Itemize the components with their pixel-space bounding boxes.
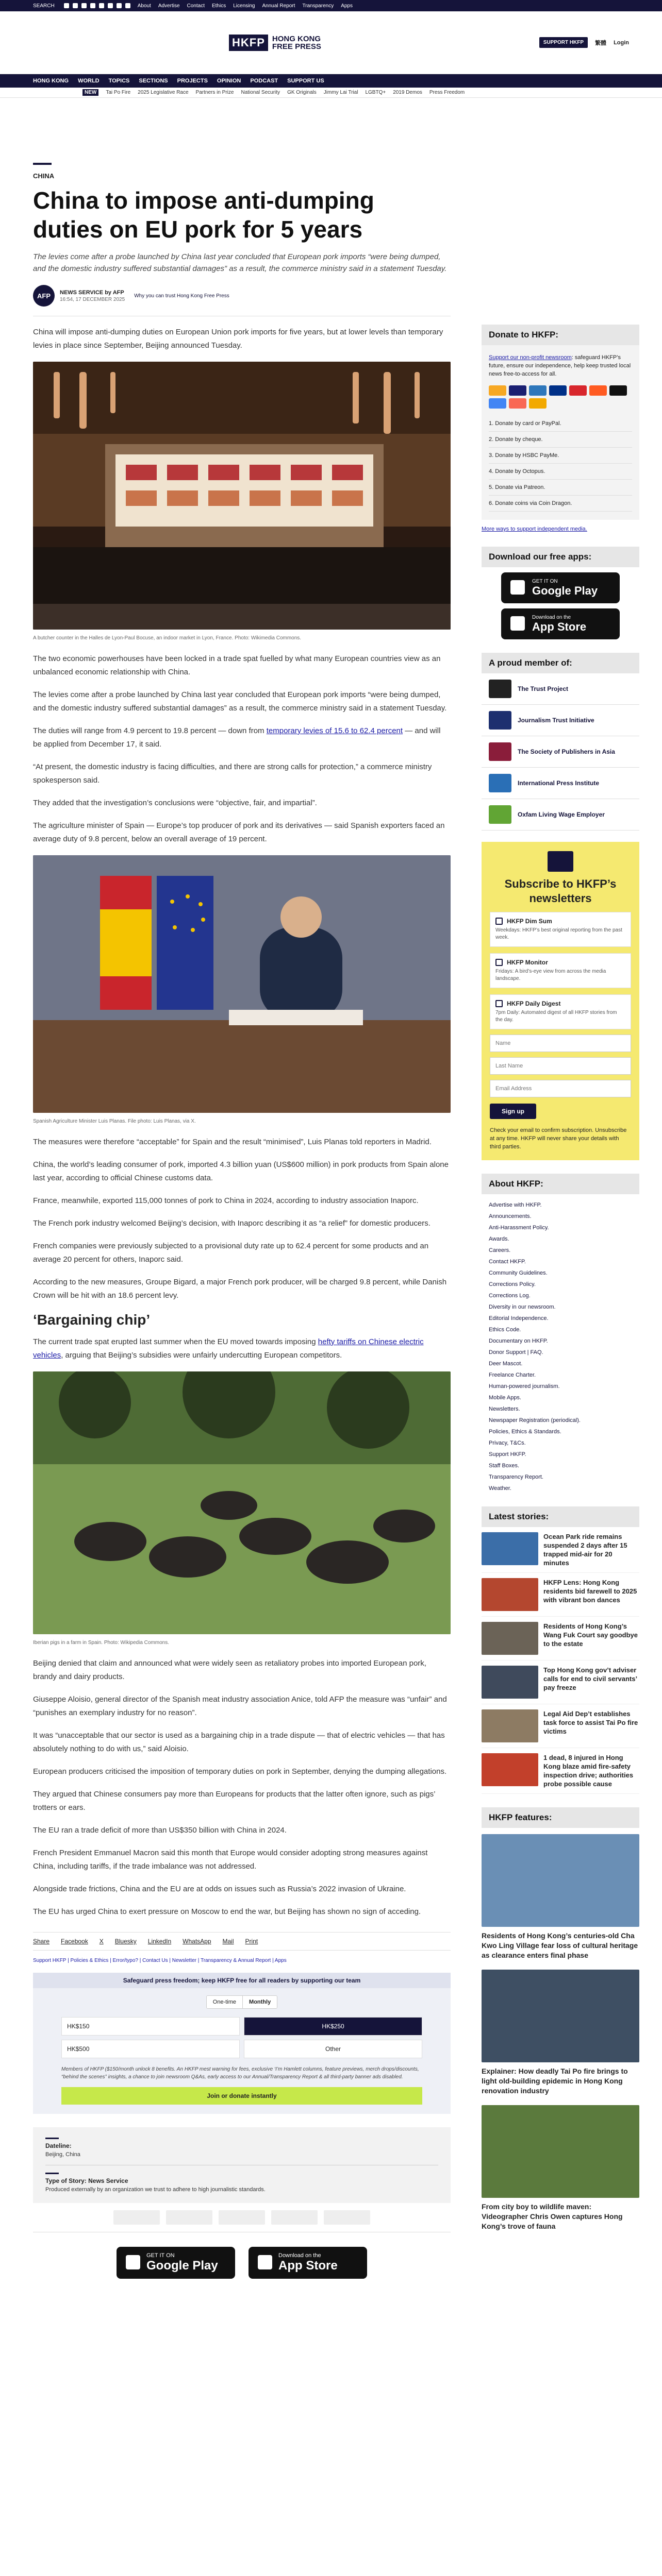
- donate-option[interactable]: 6. Donate coins via Coin Dragon.: [489, 496, 632, 512]
- tariffs-link[interactable]: hefty tariffs on Chinese electric vehicles: [33, 1337, 424, 1360]
- member-name: The Society of Publishers in Asia: [518, 748, 615, 755]
- about-link[interactable]: Diversity in our newsroom.: [489, 1304, 556, 1310]
- butcher-photo: [33, 362, 451, 630]
- app-store-button[interactable]: [249, 2247, 367, 2279]
- feature-image: [482, 1834, 639, 1927]
- newsletter-name: HKFP Dim Sum: [507, 918, 552, 925]
- applepay-icon: [609, 385, 627, 396]
- ipi-icon: [489, 774, 511, 792]
- sidebar-app-store[interactable]: [501, 608, 620, 639]
- top-link[interactable]: Apps: [341, 3, 353, 9]
- paragraph: The French pork industry welcomed Beijing’s decision, with Inaporc describing it as “a relief” for domestic producers.: [33, 1219, 431, 1228]
- x-icon[interactable]: [73, 3, 78, 8]
- levies-link[interactable]: temporary levies of 15.6 to 62.4 percent: [266, 726, 403, 735]
- section-heading: ‘Bargaining chip’: [33, 1312, 151, 1328]
- rss-icon[interactable]: [125, 3, 130, 8]
- paragraph: China, the world’s leading consumer of pork, imported 4.3 billion yuan (US$600 million) in pork products from Spain alone last year, according to official Chinese customs data.: [33, 1160, 449, 1182]
- subnav-item[interactable]: Press Freedom: [429, 90, 465, 95]
- octopus-icon: [589, 385, 607, 396]
- paragraph: Beijing denied that claim and announced what were widely seen as retaliatory probes into imported European pork, brandy and dairy products.: [33, 1659, 426, 1681]
- latest-story[interactable]: [482, 1660, 639, 1704]
- feature-title: From city boy to wildlife maven: Videographer Chris Owen captures Hong Kong’s trove of fauna: [482, 2202, 623, 2230]
- member-ipi[interactable]: [482, 768, 639, 799]
- newsletter-name: HKFP Daily Digest: [507, 1000, 561, 1007]
- minister-photo: [33, 855, 451, 1113]
- logo-line1: HONG KONG: [272, 34, 321, 43]
- latest-story[interactable]: [482, 1748, 639, 1794]
- story-title: 1 dead, 8 injured in Hong Kong blaze amid fire-safety inspection drive; authorities probe possible cause: [543, 1754, 634, 1788]
- nav-item[interactable]: TOPICS: [108, 78, 130, 84]
- about-link[interactable]: Deer Mascot.: [489, 1361, 523, 1367]
- member-oxfam[interactable]: [482, 799, 639, 831]
- story-thumbnail: [482, 1532, 538, 1565]
- about-link[interactable]: Support HKFP.: [489, 1451, 526, 1458]
- ipi-logo[interactable]: [271, 2210, 318, 2225]
- about-link[interactable]: Privacy, T&Cs.: [489, 1440, 526, 1446]
- donate-widget: [482, 345, 639, 520]
- story-thumbnail: [482, 1709, 538, 1742]
- nav-item[interactable]: WORLD: [78, 78, 100, 84]
- about-link[interactable]: Community Guidelines.: [489, 1270, 548, 1276]
- dateline-label: Dateline:: [45, 2142, 72, 2149]
- story-title: Ocean Park ride remains suspended 2 days after 15 trapped mid-air for 20 minutes: [543, 1533, 627, 1567]
- subnav-item[interactable]: 2025 Legislative Race: [138, 90, 189, 95]
- article-footer-links[interactable]: Support HKFP | Policies & Ethics | Error/typo? | Contact Us | Newsletter | Transparency & Annual Report | Apps: [33, 1958, 287, 1963]
- category-rule: [33, 163, 52, 165]
- member-name: Oxfam Living Wage Employer: [518, 811, 605, 818]
- share-mail[interactable]: Mail: [222, 1938, 234, 1945]
- nav-item[interactable]: SUPPORT US: [287, 78, 324, 84]
- donate-intro: [489, 353, 632, 378]
- trust-project-logo[interactable]: [113, 2210, 160, 2225]
- share-facebook[interactable]: Facebook: [61, 1938, 88, 1945]
- member-logos-row: [33, 2203, 451, 2232]
- subnav-item[interactable]: LGBTQ+: [365, 90, 386, 95]
- bitcoin-icon: [529, 398, 547, 409]
- feature-title: Explainer: How deadly Tai Po fire brings to light old-building epidemic in Hong Kong renovation industry: [482, 2067, 628, 2095]
- about-link[interactable]: Human-powered journalism.: [489, 1383, 560, 1389]
- store-line1: Download on the: [278, 2252, 321, 2259]
- sub-nav: [0, 88, 662, 98]
- store-line1: GET IT ON: [532, 578, 558, 584]
- paragraph: France, meanwhile, exported 115,000 tonnes of pork to China in 2024, according to industry association Inaporc.: [33, 1196, 419, 1205]
- text-run: , arguing that Beijing’s subsidies were unfairly undercutting European competitors.: [61, 1351, 342, 1360]
- about-link[interactable]: Anti-Harassment Policy.: [489, 1225, 549, 1231]
- more-ways-link[interactable]: More ways to support independent media.: [482, 526, 587, 532]
- signup-button[interactable]: Sign up: [490, 1104, 536, 1119]
- subnav-item[interactable]: Partners in Prize: [195, 90, 234, 95]
- trust-link[interactable]: Why you can trust Hong Kong Free Press: [134, 293, 229, 299]
- about-link[interactable]: Editorial Independence.: [489, 1315, 549, 1321]
- about-link[interactable]: Policies, Ethics & Standards.: [489, 1429, 561, 1435]
- member-name: The Trust Project: [518, 685, 569, 692]
- amount-grid: [61, 2017, 422, 2058]
- author-name[interactable]: NEWS SERVICE by AFP: [60, 289, 124, 296]
- freq-monthly[interactable]: Monthly: [242, 1996, 277, 2008]
- donate-note: Members of HKFP ($150/month unlock 8 benefits. An HKFP mest warning for fees, exclusive ‘I’m Hamlett columns, feature previews, merch drops/discounts, “behind the scenes” insights, a chance to join newsroom Q&As, early access to our Annual/Transparency Report & all third-party banner ads disabled.: [61, 2066, 419, 2080]
- top-link[interactable]: Advertise: [158, 3, 180, 9]
- article-title: China to impose anti-dumping duties on EU pork for 5 years: [33, 187, 374, 243]
- login-link[interactable]: Login: [614, 39, 629, 46]
- nonprofit-link[interactable]: Support our non-profit newsroom: [489, 354, 572, 361]
- subnav-item[interactable]: National Security: [241, 90, 280, 95]
- top-link[interactable]: Licensing: [233, 3, 255, 9]
- story-title: Residents of Hong Kong’s Wang Fuk Court say goodbye to the estate: [543, 1622, 638, 1648]
- about-title: About HKFP:: [482, 1174, 639, 1194]
- feature-title: Residents of Hong Kong’s centuries-old Cha Kwo Ling Village fear loss of cultural heritage as clearance enters final phase: [482, 1931, 638, 1959]
- newsletter-option[interactable]: [490, 912, 631, 947]
- newsletter-option[interactable]: [490, 953, 631, 988]
- newsletter-option[interactable]: [490, 994, 631, 1029]
- paypal-icon: [549, 385, 567, 396]
- site-logo[interactable]: [229, 35, 321, 51]
- amount-option-other[interactable]: Other: [244, 2040, 422, 2058]
- member-title: A proud member of:: [482, 653, 639, 673]
- newsletter-name: HKFP Monitor: [507, 959, 548, 966]
- paragraph: According to the new measures, Groupe Bigard, a major French pork producer, will be charged 9.8 percent, while Danish Crown will be hit with an 18.6 percent levy.: [33, 1278, 447, 1300]
- frequency-toggle: [206, 1995, 277, 2009]
- paragraph: The two economic powerhouses have been locked in a trade spat fuelled by what many European countries view as an unbalanced economic relationship with China.: [33, 654, 441, 676]
- payment-icons: [489, 385, 632, 409]
- share-x[interactable]: X: [99, 1938, 104, 1945]
- share-bar: [33, 1932, 451, 1951]
- paragraph: China will impose anti-dumping duties on European Union pork imports for five years, but at lower levels than temporary levies in place since September, Beijing announced Tuesday.: [33, 328, 443, 350]
- search-link[interactable]: SEARCH: [33, 3, 55, 9]
- nav-item[interactable]: OPINION: [217, 78, 241, 84]
- story-type-label: Type of Story: News Service: [45, 2177, 128, 2184]
- logo-mark: HKFP: [229, 35, 268, 51]
- photo-caption: Iberian pigs in a farm in Spain. Photo: Wikipedia Commons.: [33, 1640, 170, 1646]
- byline-name: NEWS SERVICE: [60, 289, 104, 296]
- first-name-input[interactable]: Name: [490, 1035, 631, 1052]
- sopa-logo[interactable]: [219, 2210, 265, 2225]
- about-link[interactable]: Documentary on HKFP.: [489, 1338, 548, 1344]
- social-icons: [64, 3, 130, 8]
- paragraph: The measures were therefore “acceptable” for Spain and the result “minimised”, Luis Planas told reporters in Madrid.: [33, 1138, 432, 1146]
- story-thumbnail: [482, 1578, 538, 1611]
- feature-image: [482, 1970, 639, 2062]
- threads-icon[interactable]: [108, 3, 113, 8]
- share-print[interactable]: Print: [245, 1938, 258, 1945]
- share-linkedin[interactable]: LinkedIn: [147, 1938, 172, 1945]
- youtube-icon[interactable]: [90, 3, 95, 8]
- paragraph: [33, 1335, 451, 1362]
- new-badge: NEW: [82, 89, 98, 96]
- feature-story[interactable]: [482, 1970, 639, 2096]
- newsletter-title: Subscribe to HKFP’s newsletters: [504, 877, 617, 905]
- oxfam-icon: [489, 805, 511, 824]
- jti-icon: [489, 711, 511, 730]
- paragraph: The levies come after a probe launched by China last year concluded that European pork imports “were being dumped, and the domestic industry suffered substantial damages” as a result, the commerce ministry said in a statement Tuesday.: [33, 690, 447, 713]
- about-link[interactable]: Awards.: [489, 1236, 509, 1242]
- share-bluesky[interactable]: Bluesky: [114, 1938, 137, 1945]
- story-title: HKFP Lens: Hong Kong residents bid farewell to 2025 with vibrant bon dances: [543, 1579, 637, 1604]
- checkbox-icon[interactable]: [495, 1000, 503, 1007]
- story-title: Legal Aid Dep’t establishes task force to assist Tai Po fire victims: [543, 1710, 638, 1735]
- paragraph: French companies were previously subjected to a provisional duty rate up to 62.4 percent for some products and an average 20 percent for others, Inaporc said.: [33, 1242, 429, 1264]
- about-link[interactable]: Weather.: [489, 1485, 511, 1492]
- instagram-icon[interactable]: [81, 3, 87, 8]
- support-button[interactable]: SUPPORT HKFP: [539, 37, 588, 48]
- nav-item[interactable]: HONG KONG: [33, 78, 69, 84]
- patreon-icon: [509, 398, 526, 409]
- visa-icon: [509, 385, 526, 396]
- logo-line2: FREE PRESS: [272, 42, 321, 51]
- google-play-button[interactable]: [117, 2247, 235, 2279]
- feature-image: [482, 2105, 639, 2198]
- dateline-value: Beijing, China: [45, 2151, 80, 2158]
- story-type-desc: Produced externally by an organization we trust to adhere to high journalistic standards.: [45, 2187, 266, 2193]
- jti-logo[interactable]: [166, 2210, 212, 2225]
- donate-box: [33, 1973, 451, 2114]
- store-line1: GET IT ON: [146, 2252, 175, 2259]
- about-list: [482, 1194, 639, 1499]
- paragraph: [33, 724, 451, 751]
- paragraph: They added that the investigation’s conclusions were “objective, fair, and impartial”.: [33, 799, 317, 807]
- about-link[interactable]: Transparency Report.: [489, 1474, 543, 1480]
- about-link[interactable]: Announcements.: [489, 1213, 532, 1219]
- feature-story[interactable]: [482, 1834, 639, 1960]
- subnav-item[interactable]: Jimmy Lai Trial: [323, 90, 358, 95]
- about-link[interactable]: Newspaper Registration (periodical).: [489, 1417, 581, 1423]
- store-line1: Download on the: [532, 614, 571, 620]
- about-link[interactable]: Donor Support | FAQ.: [489, 1349, 543, 1355]
- linkedin-icon[interactable]: [117, 3, 122, 8]
- apps-title: Download our free apps:: [482, 547, 639, 567]
- donate-intro-text: : safeguard HKFP’s future, ensure our independence, help keep trusted local news free-to-access for all.: [489, 354, 631, 377]
- top-link[interactable]: Transparency: [302, 3, 334, 9]
- top-link[interactable]: About: [137, 3, 151, 9]
- about-link[interactable]: Corrections Policy.: [489, 1281, 536, 1287]
- last-name-input[interactable]: Last Name: [490, 1057, 631, 1075]
- donate-option[interactable]: 2. Donate by cheque.: [489, 432, 632, 448]
- share-whatsapp[interactable]: WhatsApp: [183, 1938, 211, 1945]
- member-name: Journalism Trust Initiative: [518, 717, 594, 724]
- apple-icon: [510, 616, 525, 631]
- article: [33, 98, 451, 2279]
- about-link[interactable]: Newsletters.: [489, 1406, 520, 1412]
- logo-text: [272, 35, 321, 50]
- site-header: [0, 11, 662, 74]
- paragraph: Giuseppe Aloisio, general director of the Spanish meat industry association Anice, told AFP the measure was “unfair” and “punishes an exemplary industry for no reason”.: [33, 1695, 447, 1717]
- top-link[interactable]: Contact: [187, 3, 205, 9]
- article-lede: The levies come after a probe launched by China last year concluded that European pork imports “were being dumped, and the domestic industry suffered substantial damages” as a result, the commerce ministry said in a statement Tuesday.: [33, 252, 447, 273]
- top-bar: [0, 0, 662, 11]
- newsletter-desc: Weekdays: HKFP’s best original reporting from the past week.: [495, 927, 622, 940]
- text-run: The current trade spat erupted last summer when the EU moved towards imposing: [33, 1337, 318, 1346]
- googlepay-icon: [489, 398, 506, 409]
- store-line2: Google Play: [532, 584, 598, 597]
- category-label[interactable]: CHINA: [33, 172, 55, 180]
- meta-rule: [45, 2173, 59, 2174]
- sopa-icon: [489, 742, 511, 761]
- sidebar: [482, 98, 639, 2279]
- sidebar-google-play[interactable]: [501, 572, 620, 603]
- byline: [33, 285, 451, 307]
- subnav-item[interactable]: GK Originals: [287, 90, 317, 95]
- latest-story[interactable]: [482, 1617, 639, 1660]
- join-button[interactable]: Join or donate instantly: [61, 2087, 422, 2105]
- story-thumbnail: [482, 1666, 538, 1699]
- story-thumbnail: [482, 1753, 538, 1786]
- text-run: — and will be applied from December 17, it said.: [33, 726, 441, 749]
- newsletter-signup: [482, 842, 639, 1160]
- nav-item[interactable]: SECTIONS: [139, 78, 168, 84]
- paragraph: They argued that Chinese consumers pay more than Europeans for products that the latter often ignore, such as pigs’ trotters or ears.: [33, 1790, 435, 1812]
- newsletter-desc: Fridays: A bird’s-eye view from across the media landscape.: [495, 969, 606, 981]
- features-title: HKFP features:: [482, 1807, 639, 1828]
- about-link[interactable]: Freelance Charter.: [489, 1372, 536, 1378]
- google-play-icon: [510, 580, 525, 595]
- paragraph: “At present, the domestic industry is facing difficulties, and there are strong calls for protection,” a commerce ministry spokesperson said.: [33, 762, 432, 785]
- amex-icon: [529, 385, 547, 396]
- author-avatar: AFP: [33, 285, 55, 307]
- story-thumbnail: [482, 1622, 538, 1655]
- about-link[interactable]: Advertise with HKFP.: [489, 1202, 542, 1208]
- byline-org: AFP: [112, 289, 124, 296]
- paragraph: The EU has urged China to exert pressure on Moscow to end the war, but Beijing has shown no sign of acceding.: [33, 1907, 421, 1916]
- checkbox-icon[interactable]: [495, 918, 503, 925]
- email-input[interactable]: Email Address: [490, 1080, 631, 1097]
- google-play-icon: [126, 2255, 140, 2269]
- subnav-item[interactable]: 2019 Demos: [393, 90, 422, 95]
- newsletter-desc: 7pm Daily: Automated digest of all HKFP stories from the day.: [495, 1010, 617, 1023]
- checkbox-icon[interactable]: [495, 959, 503, 966]
- donate-option[interactable]: 1. Donate by card or PayPal.: [489, 416, 632, 432]
- pigs-photo: [33, 1371, 451, 1634]
- donate-option[interactable]: 3. Donate by HSBC PayMe.: [489, 448, 632, 464]
- app-buttons: [33, 2247, 451, 2279]
- paragraph: Alongside trade frictions, China and the EU are at odds on issues such as Russia’s 2022 invasion of Ukraine.: [33, 1885, 406, 1893]
- oxfam-logo[interactable]: [324, 2210, 370, 2225]
- meta-rule: [45, 2138, 59, 2139]
- latest-story[interactable]: [482, 1527, 639, 1573]
- store-line2: App Store: [278, 2259, 338, 2273]
- amount-option-selected[interactable]: HK$250: [244, 2017, 422, 2036]
- member-trust-project[interactable]: [482, 673, 639, 705]
- text-run: The duties will range from 4.9 percent to 19.8 percent — down from: [33, 726, 267, 735]
- story-title: Top Hong Kong gov’t adviser calls for end to civil servants’ pay freeze: [543, 1666, 637, 1691]
- paragraph: It was “unacceptable that our sector is used as a bargaining chip in a trade dispute — that of electric vehicles — that has absolutely nothing to do with us,” said Aloisio.: [33, 1731, 445, 1753]
- paragraph: The EU ran a trade deficit of more than US$350 billion with China in 2024.: [33, 1826, 287, 1835]
- member-jti[interactable]: [482, 705, 639, 736]
- paragraph: French President Emmanuel Macron said this month that Europe would consider adopting strong measures against China, including tariffs, if the trade imbalance was not addressed.: [33, 1849, 428, 1871]
- store-line2: App Store: [532, 620, 587, 633]
- amount-option[interactable]: HK$150: [61, 2017, 240, 2036]
- paragraph: The agriculture minister of Spain — Europe’s top producer of pork and its derivatives — said Spanish exporters faced an average duty of 9.8 percent, below an overall average of 19 percent.: [33, 821, 445, 843]
- donate-header[interactable]: Safeguard press freedom; keep HKFP free for all readers by supporting our team: [33, 1973, 451, 1988]
- photo-caption: A butcher counter in the Halles de Lyon-Paul Bocuse, an indoor market in Lyon, France. Photo: Wikimedia Commons.: [33, 635, 302, 641]
- envelope-icon: [548, 851, 573, 872]
- share-label: Share: [33, 1938, 50, 1945]
- paragraph: European producers criticised the imposition of temporary duties on pork in September, denying the dumping allegations.: [33, 1767, 447, 1776]
- newsletter-fineprint: Check your email to confirm subscription. Unsubscribe at any time. HKFP will never share your details with third parties.: [490, 1127, 627, 1150]
- amount-option[interactable]: HK$500: [61, 2040, 240, 2058]
- bluesky-icon[interactable]: [99, 3, 104, 8]
- top-link[interactable]: Annual Report: [262, 3, 295, 9]
- about-link[interactable]: Ethics Code.: [489, 1327, 521, 1333]
- latest-story[interactable]: [482, 1704, 639, 1748]
- main-nav: [0, 74, 662, 88]
- freq-one-time[interactable]: One-time: [207, 1996, 242, 2008]
- donate-option[interactable]: 5. Donate via Patreon.: [489, 480, 632, 496]
- donate-title: Donate to HKFP:: [482, 325, 639, 345]
- about-link[interactable]: Mobile Apps.: [489, 1395, 521, 1401]
- apple-icon: [258, 2255, 272, 2269]
- donate-option[interactable]: 4. Donate by Octopus.: [489, 464, 632, 480]
- trust-project-icon: [489, 680, 511, 698]
- feature-story[interactable]: [482, 2105, 639, 2231]
- facebook-icon[interactable]: [64, 3, 69, 8]
- story-meta: [33, 2127, 451, 2203]
- about-link[interactable]: Corrections Log.: [489, 1293, 531, 1299]
- photo-caption: Spanish Agriculture Minister Luis Planas. File photo: Luis Planas, via X.: [33, 1118, 196, 1124]
- latest-story[interactable]: [482, 1573, 639, 1617]
- language-toggle[interactable]: 繁體: [595, 40, 607, 46]
- latest-title: Latest stories:: [482, 1506, 639, 1527]
- about-link[interactable]: Staff Boxes.: [489, 1463, 520, 1469]
- about-link[interactable]: Careers.: [489, 1247, 511, 1253]
- member-sopa[interactable]: [482, 736, 639, 768]
- payme-icon: [569, 385, 587, 396]
- store-line2: Google Play: [146, 2259, 218, 2273]
- top-link[interactable]: Ethics: [211, 3, 226, 9]
- subnav-item[interactable]: Tai Po Fire: [106, 90, 131, 95]
- mastercard-icon: [489, 385, 506, 396]
- publish-date: 16:54, 17 DECEMBER 2025: [60, 296, 125, 302]
- about-link[interactable]: Contact HKFP.: [489, 1259, 526, 1265]
- nav-item[interactable]: PODCAST: [250, 78, 278, 84]
- member-name: International Press Institute: [518, 779, 600, 787]
- nav-item[interactable]: PROJECTS: [177, 78, 208, 84]
